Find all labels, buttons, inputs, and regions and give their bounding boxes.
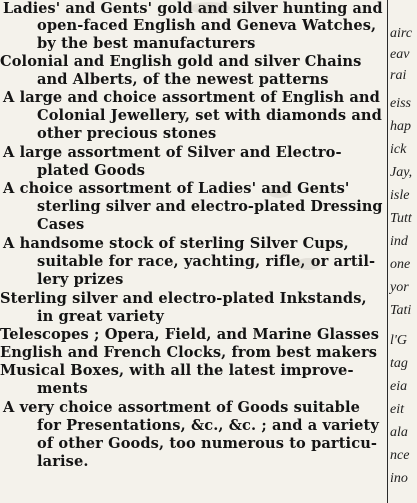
text-line: larise. <box>37 453 89 470</box>
text-line: Sterling silver and electro-plated Inkstands, <box>0 290 367 307</box>
text-line: plated Goods <box>37 162 146 179</box>
fragment-text: tag <box>390 356 408 371</box>
print-smudge <box>190 2 230 14</box>
print-smudge <box>296 258 320 270</box>
fragment-text: rai <box>390 68 407 83</box>
text-line: A very choice assortment of Goods suitable <box>3 399 360 416</box>
fragment-text: l'G <box>390 333 407 348</box>
fragment-text: ind <box>390 234 408 249</box>
text-line: by the best manufacturers <box>37 35 256 52</box>
fragment-text: hap <box>390 119 411 134</box>
fragment-text: Tati <box>390 303 412 318</box>
text-line: English and French Clocks, from best makers <box>0 344 378 361</box>
text-line: A large assortment of Silver and Electro- <box>3 144 342 161</box>
text-line: suitable for race, yachting, rifle, or artil- <box>37 253 376 270</box>
fragment-text: one <box>390 257 411 272</box>
adjacent-column-fragment <box>389 0 417 503</box>
fragment-text: isle <box>390 188 410 203</box>
fragment-text: airc <box>390 26 413 41</box>
text-line: in great variety <box>37 308 164 325</box>
text-line: Musical Boxes, with all the latest improve- <box>0 362 354 379</box>
fragment-text: yor <box>390 280 409 295</box>
fragment-text: Jay, <box>390 165 413 180</box>
text-line: Colonial and English gold and silver Chains <box>0 53 362 70</box>
fragment-text: eav <box>390 47 410 62</box>
fragment-text: Tutt <box>390 211 412 226</box>
text-line: Ladies' and Gents' gold and silver hunting and <box>3 0 383 17</box>
text-line: Telescopes ; Opera, Field, and Marine Glasses <box>0 326 380 343</box>
text-line: and Alberts, of the newest patterns <box>37 71 329 88</box>
fragment-text: nce <box>390 448 410 463</box>
text-line: A handsome stock of sterling Silver Cups, <box>3 235 349 252</box>
text-line: A large and choice assortment of English and <box>3 89 380 106</box>
text-line: open-faced English and Geneva Watches, <box>37 17 377 34</box>
text-line: for Presentations, &c., &c. ; and a variety <box>37 417 379 434</box>
fragment-text: ala <box>390 425 408 440</box>
fragment-text: eiss <box>390 96 411 111</box>
text-line: other precious stones <box>37 125 217 142</box>
fragment-text: ino <box>390 471 408 486</box>
text-line: of other Goods, too numerous to particu- <box>37 435 378 452</box>
text-line: Colonial Jewellery, set with diamonds and <box>37 107 382 124</box>
text-line: ments <box>37 380 88 397</box>
text-line: A choice assortment of Ladies' and Gents' <box>3 180 350 197</box>
fragment-text: eia <box>390 379 408 394</box>
print-smudge <box>268 186 290 198</box>
text-line: Cases <box>37 216 85 233</box>
fragment-text: ick <box>390 142 407 157</box>
text-line: lery prizes <box>37 271 124 288</box>
fragment-text: eit <box>390 402 404 417</box>
text-line: sterling silver and electro-plated Dressing <box>37 198 383 215</box>
